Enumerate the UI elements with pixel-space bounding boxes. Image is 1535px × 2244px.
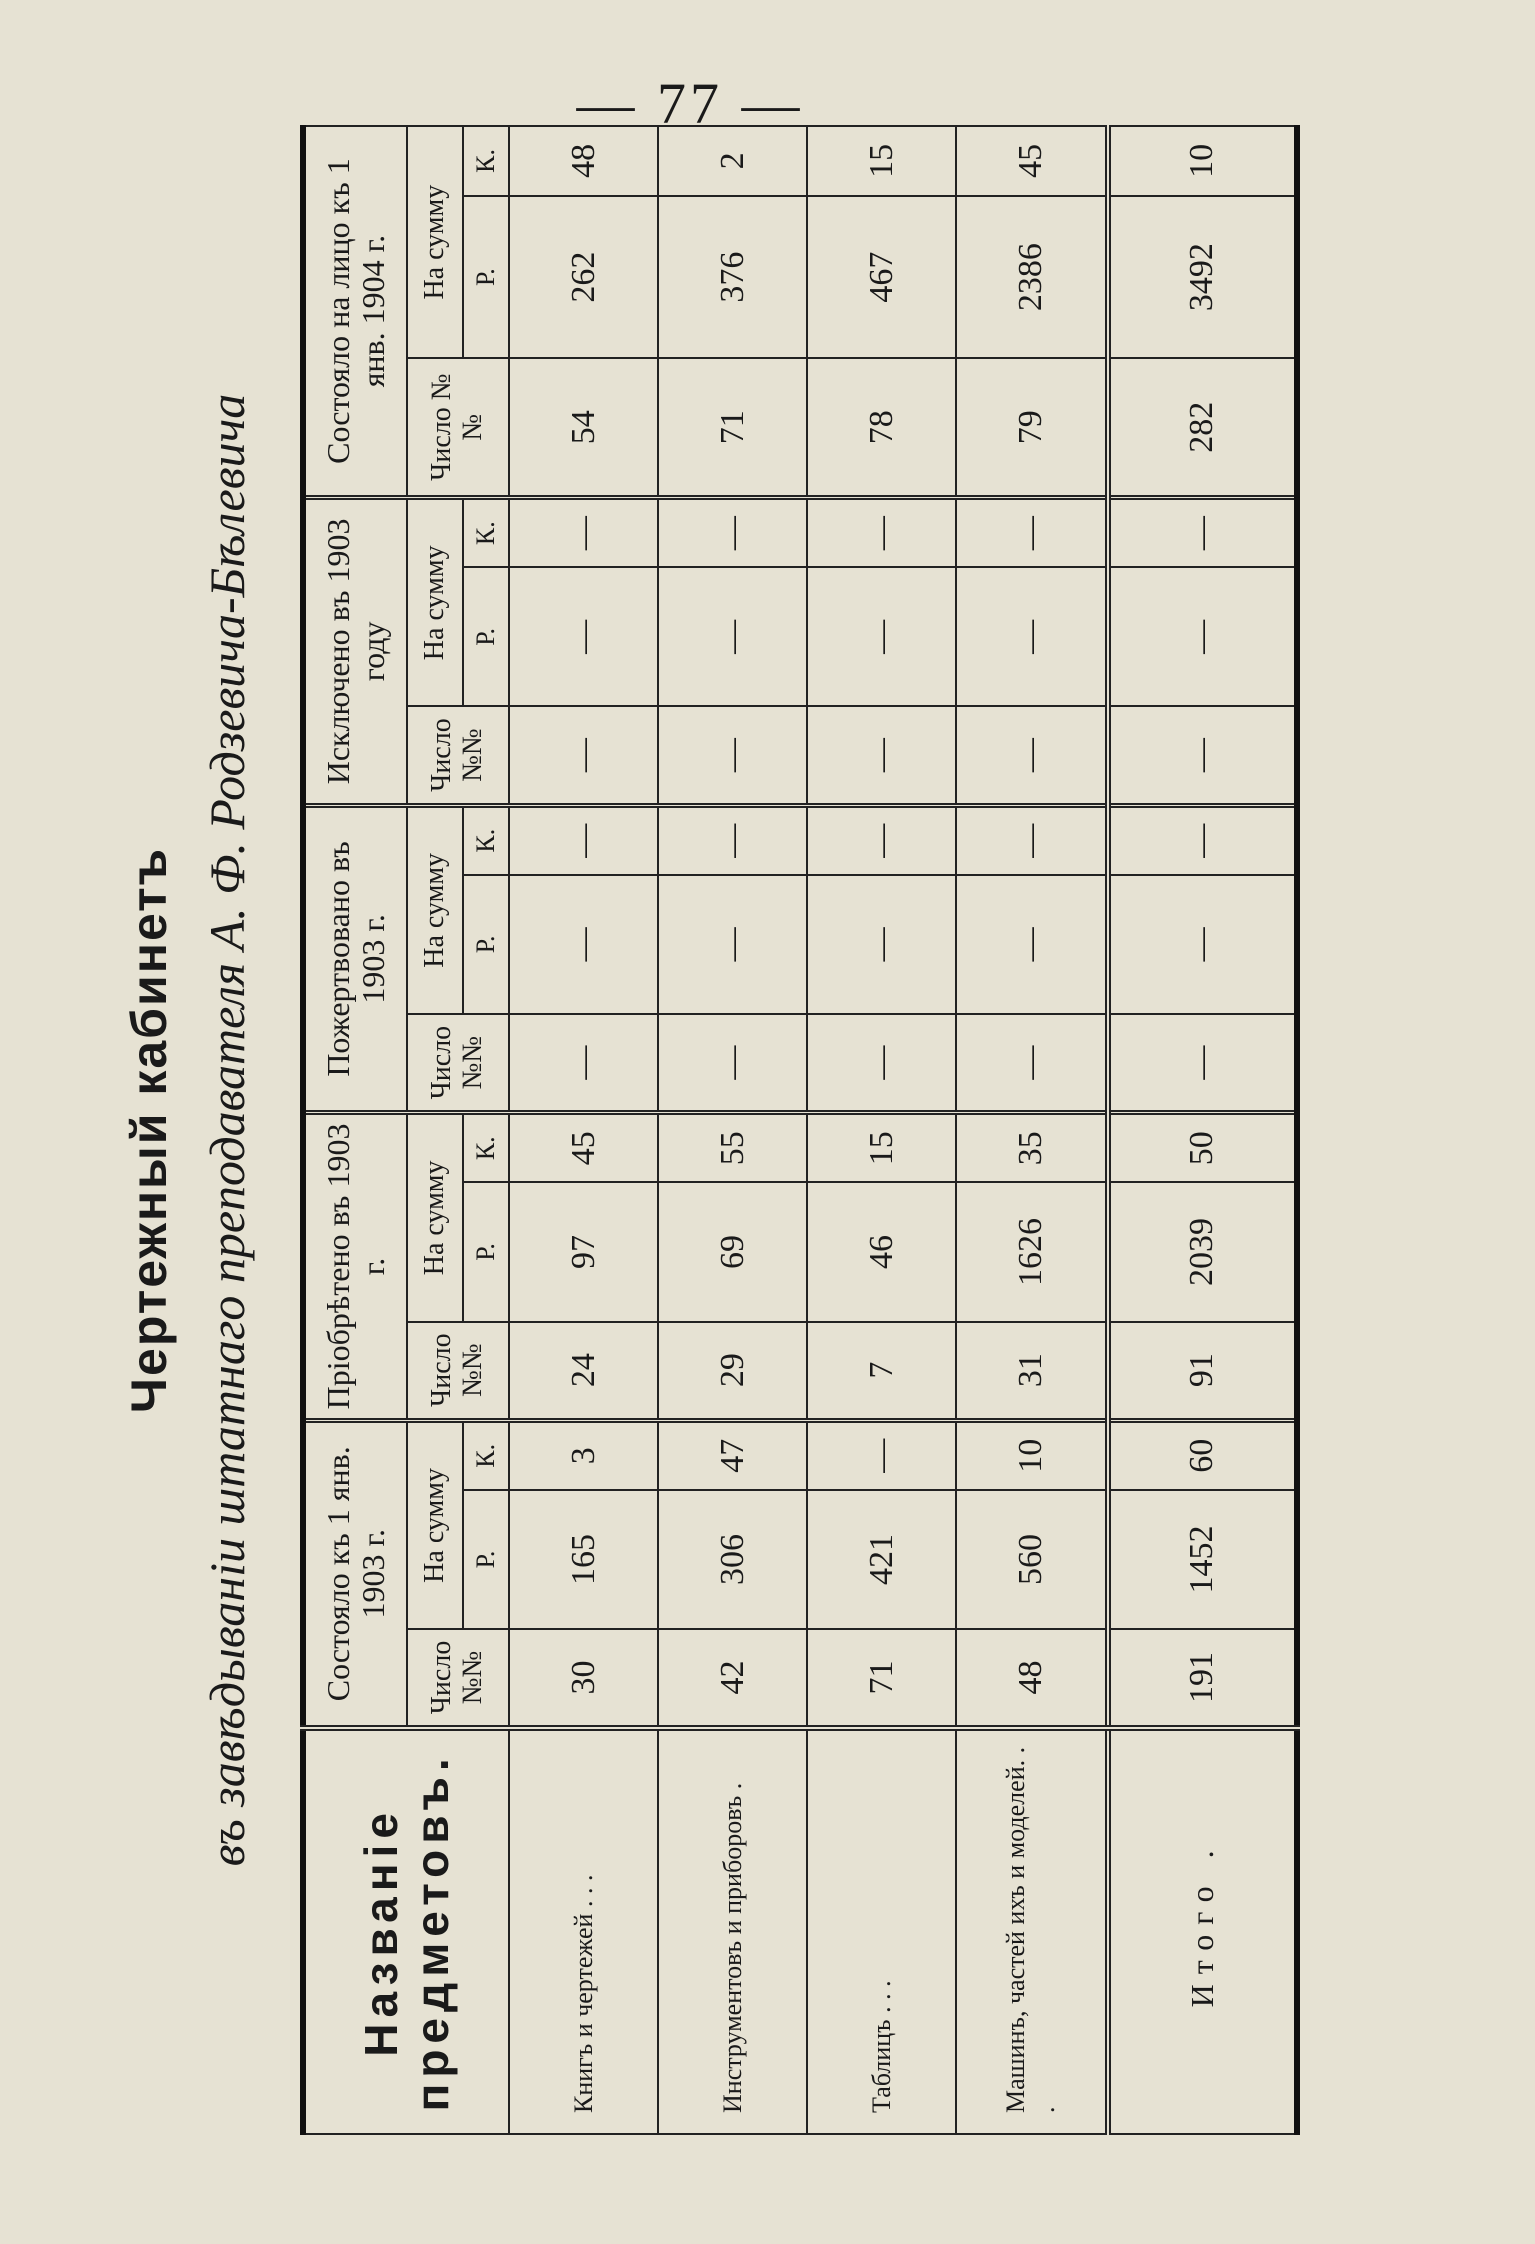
kop-header: К. [463,805,509,875]
table-cell: — [956,498,1107,568]
table-cell: 29 [658,1322,807,1421]
number-header: Число №№ [407,1014,509,1113]
row-label: Машинъ, частей ихъ и моделей. . . [956,1728,1107,2134]
total-cell: 2039 [1108,1182,1297,1321]
table-cell: 15 [807,126,956,196]
table-cell: 24 [509,1322,658,1421]
table-cell: — [807,498,956,568]
table-cell: 71 [807,1629,956,1728]
total-row [1108,126,1297,2134]
total-cell: 60 [1108,1420,1297,1490]
sum-header: На сумму [407,498,463,707]
table-cell: — [956,567,1107,706]
table-row [509,126,658,2134]
group-header-acquired-1903: Пріобрѣтено въ 1903 г. [303,1113,407,1421]
table-cell: 10 [956,1420,1107,1490]
total-cell: 10 [1108,126,1297,196]
table-cell: — [509,567,658,706]
table-cell: 79 [956,358,1107,497]
table-cell: 54 [509,358,658,497]
table-cell: 30 [509,1629,658,1728]
group-header-excluded-1903: Исключено въ 1903 году [303,498,407,806]
number-header: Число №№ [407,707,509,806]
table-cell: 48 [956,1629,1107,1728]
page-number: — 77 — [576,71,804,136]
table-cell: 69 [658,1182,807,1321]
total-cell: — [1108,1014,1297,1113]
rub-header: Р. [463,875,509,1014]
table-subtitle: въ завѣдываніи штатнаго преподавателя А. Ф. Родзевича-Бѣлевича [199,393,255,1867]
table-cell: — [509,875,658,1014]
table-cell: 2 [658,126,807,196]
total-cell: 282 [1108,358,1297,497]
table-cell: — [807,567,956,706]
table-row [956,126,1107,2134]
table-cell: — [807,875,956,1014]
kop-header: К. [463,1420,509,1490]
table-cell: — [807,1420,956,1490]
rub-header: Р. [463,1490,509,1629]
group-header-donated-1903: Пожертвовано въ 1903 г. [303,805,407,1113]
table-cell: 421 [807,1490,956,1629]
total-label: Итого . [1108,1728,1297,2134]
table-cell: 15 [807,1113,956,1183]
table-cell: 45 [956,126,1107,196]
total-cell: 91 [1108,1322,1297,1421]
row-label: Книгъ и чертежей . . . [509,1728,658,2134]
table-cell: — [658,498,807,568]
kop-header: К. [463,498,509,568]
table-cell: 71 [658,358,807,497]
table-cell: 31 [956,1322,1107,1421]
inventory-table [300,125,1300,2135]
table-cell: — [807,1014,956,1113]
name-column-header: Названіе предметовъ. [303,1728,509,2134]
table-cell: — [956,875,1107,1014]
table-cell: 3 [509,1420,658,1490]
table-cell: 165 [509,1490,658,1629]
group-header-start-1903: Состояло къ 1 янв. 1903 г. [303,1420,407,1728]
sum-header: На сумму [407,126,463,358]
total-cell: 50 [1108,1113,1297,1183]
rub-header: Р. [463,1182,509,1321]
table-cell: — [509,805,658,875]
table-cell: — [658,805,807,875]
table-cell: 46 [807,1182,956,1321]
table-cell: — [807,707,956,806]
table-cell: 45 [509,1113,658,1183]
table-cell: 55 [658,1113,807,1183]
table-cell: — [956,1014,1107,1113]
total-cell: — [1108,875,1297,1014]
total-cell: — [1108,707,1297,806]
table-cell: — [956,707,1107,806]
row-label: Таблицъ . . . [807,1728,956,2134]
table-cell: 7 [807,1322,956,1421]
number-header: Число №№ [407,358,509,497]
sum-header: На сумму [407,1113,463,1322]
table-cell: 467 [807,196,956,358]
table-cell: — [658,567,807,706]
table-cell: 35 [956,1113,1107,1183]
sum-header: На сумму [407,1420,463,1629]
total-cell: — [1108,498,1297,568]
table-cell: 262 [509,196,658,358]
table-cell: — [658,707,807,806]
total-cell: — [1108,567,1297,706]
row-label: Инструментовъ и приборовъ . [658,1728,807,2134]
table-cell: — [509,1014,658,1113]
kop-header: К. [463,126,509,196]
table-title: Чертежный кабинетъ [121,846,177,1414]
table-cell: 78 [807,358,956,497]
kop-header: К. [463,1113,509,1183]
table-cell: 47 [658,1420,807,1490]
table-cell: — [509,707,658,806]
table-cell: — [658,875,807,1014]
number-header: Число №№ [407,1629,509,1728]
table-cell: 2386 [956,196,1107,358]
table-cell: 48 [509,126,658,196]
table-cell: — [807,805,956,875]
table-cell: — [509,498,658,568]
table-cell: 560 [956,1490,1107,1629]
total-cell: — [1108,805,1297,875]
table-cell: 1626 [956,1182,1107,1321]
number-header: Число №№ [407,1322,509,1421]
total-cell: 191 [1108,1629,1297,1728]
total-cell: 3492 [1108,196,1297,358]
group-header-on-hand-1904: Состояло на лицо къ 1 янв. 1904 г. [303,126,407,498]
table-cell: — [956,805,1107,875]
rub-header: Р. [463,567,509,706]
table-cell: 306 [658,1490,807,1629]
table-cell: 376 [658,196,807,358]
table-cell: 97 [509,1182,658,1321]
rotated-table-sheet [120,125,1315,2135]
total-cell: 1452 [1108,1490,1297,1629]
sum-header: На сумму [407,805,463,1014]
rub-header: Р. [463,196,509,358]
table-row [658,126,807,2134]
table-row [807,126,956,2134]
table-cell: 42 [658,1629,807,1728]
table-cell: — [658,1014,807,1113]
